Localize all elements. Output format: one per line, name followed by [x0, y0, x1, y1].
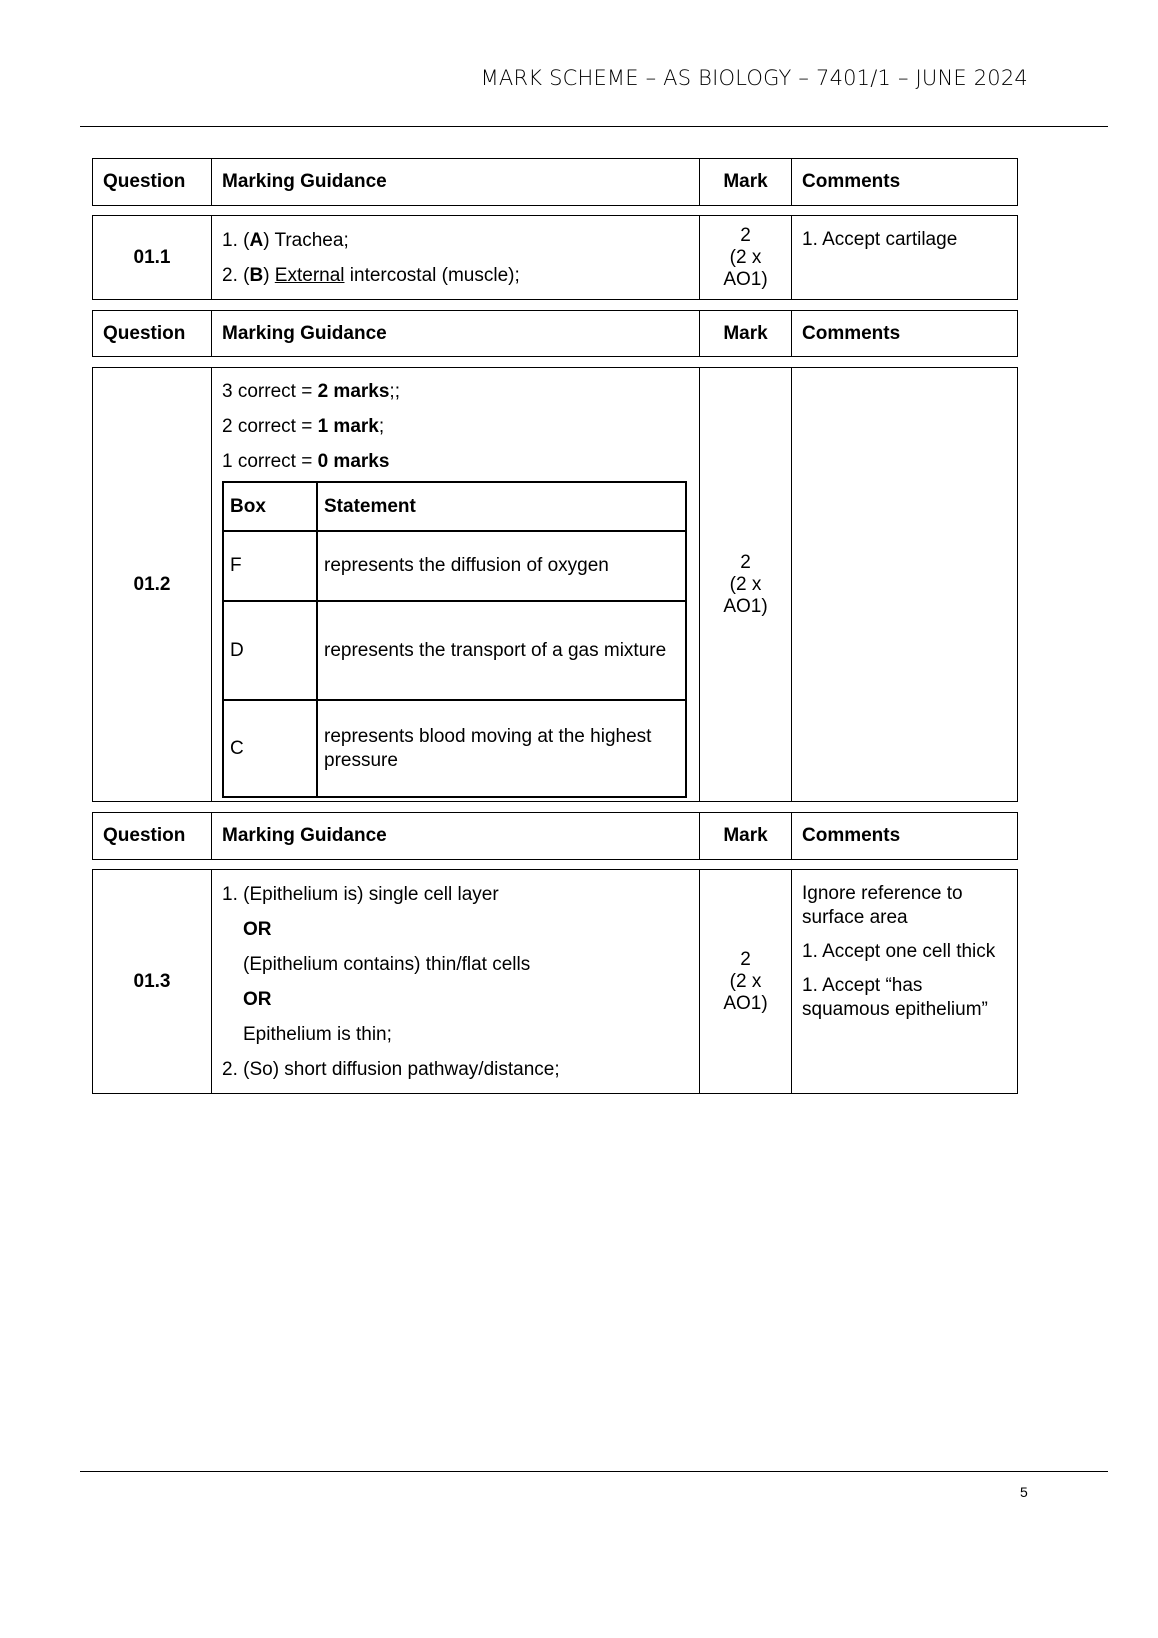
mark-value: 2 (2 x AO1)	[700, 216, 792, 300]
guidance-line: 2. (B) External intercostal (muscle);	[222, 265, 520, 286]
footer-divider	[80, 1471, 1108, 1472]
column-header-table-1	[92, 158, 1018, 206]
header-comments: Comments	[792, 813, 1018, 860]
comment: 1. Accept one cell thick	[802, 941, 996, 962]
marking-guidance	[212, 216, 700, 300]
comments	[792, 870, 1018, 1094]
header-question: Question	[93, 813, 212, 860]
box-statement-table	[222, 481, 687, 798]
box-letter: F	[223, 531, 317, 601]
comment: Ignore reference to surface area	[802, 883, 963, 928]
statement-text: represents blood moving at the highest pressure	[317, 700, 686, 797]
guidance-line: Epithelium is thin;	[243, 1024, 392, 1045]
header-comments: Comments	[792, 159, 1018, 206]
inner-header-box: Box	[223, 482, 317, 531]
box-letter: C	[223, 700, 317, 797]
header-mark: Mark	[700, 813, 792, 860]
comments: 1. Accept cartilage	[792, 216, 1018, 300]
header-guidance: Marking Guidance	[212, 311, 700, 357]
guidance-or: OR	[243, 989, 272, 1010]
statement-text: represents the diffusion of oxygen	[317, 531, 686, 601]
header-divider	[80, 126, 1108, 127]
mark-value: 2 (2 x AO1)	[700, 870, 792, 1094]
guidance-or: OR	[243, 919, 272, 940]
header-guidance: Marking Guidance	[212, 813, 700, 860]
page-number: 5	[1020, 1484, 1028, 1500]
scoring-line: 2 correct = 1 mark;	[222, 416, 385, 437]
column-header-table-2	[92, 310, 1018, 357]
header-question: Question	[93, 159, 212, 206]
mark-value: 2 (2 x AO1)	[700, 368, 792, 802]
scoring-line: 1 correct = 0 marks	[222, 451, 390, 472]
scoring-line: 3 correct = 2 marks;;	[222, 381, 400, 402]
header-mark: Mark	[700, 311, 792, 357]
question-id: 01.1	[93, 216, 212, 300]
question-01-3-row	[92, 869, 1018, 1094]
guidance-line: 1. (Epithelium is) single cell layer	[222, 884, 499, 905]
header-mark: Mark	[700, 159, 792, 206]
statement-text: represents the transport of a gas mixture	[317, 601, 686, 700]
guidance-line: (Epithelium contains) thin/flat cells	[243, 954, 531, 975]
guidance-line: 2. (So) short diffusion pathway/distance;	[222, 1059, 560, 1080]
marking-guidance	[212, 870, 700, 1094]
header-guidance: Marking Guidance	[212, 159, 700, 206]
column-header-table-3	[92, 812, 1018, 860]
question-id: 01.2	[93, 368, 212, 802]
comments	[792, 368, 1018, 802]
header-comments: Comments	[792, 311, 1018, 357]
comment: 1. Accept “has squamous epithelium”	[802, 975, 988, 1020]
page-header-title: MARK SCHEME – AS BIOLOGY – 7401/1 – JUNE 2024	[480, 66, 1028, 90]
box-letter: D	[223, 601, 317, 700]
header-question: Question	[93, 311, 212, 357]
guidance-line: 1. (A) Trachea;	[222, 230, 349, 251]
question-01-1-row	[92, 215, 1018, 300]
marking-guidance	[212, 368, 700, 802]
question-01-2-row	[92, 367, 1018, 802]
inner-header-statement: Statement	[317, 482, 686, 531]
question-id: 01.3	[93, 870, 212, 1094]
